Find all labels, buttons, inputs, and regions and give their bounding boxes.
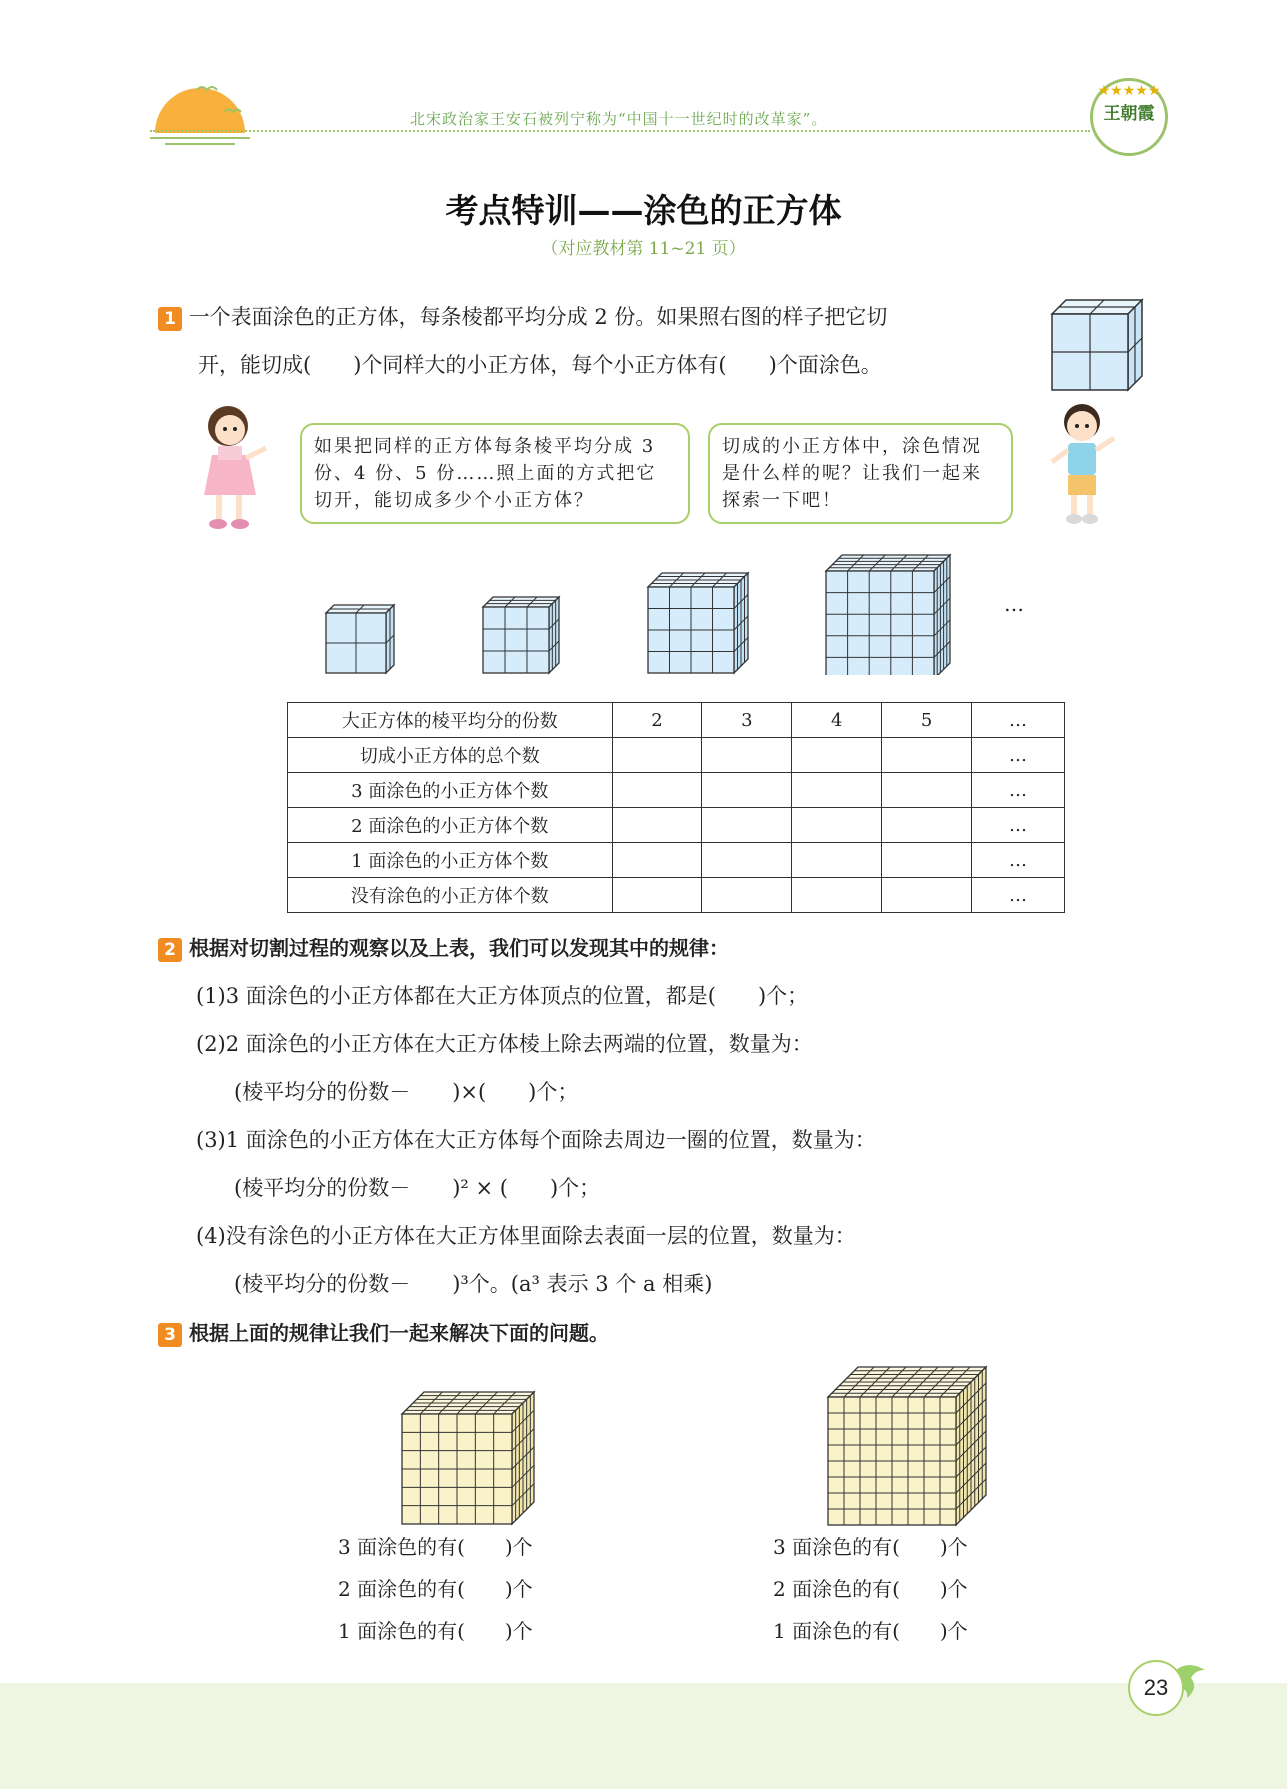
cube-2x2 (1050, 298, 1146, 394)
q2-line: (棱平均分的份数－ )³个。(a³ 表示 3 个 a 相乘) (234, 1272, 713, 1296)
question-1 (158, 302, 1018, 380)
page-subtitle: （对应教材第 11~21 页） (541, 239, 746, 259)
table-ellipsis: … (972, 843, 1065, 878)
q3-right-line: 1 面涂色的有( )个 (773, 1619, 968, 1643)
bird-icon (195, 82, 245, 122)
table-row (288, 808, 1065, 843)
answer-cell[interactable] (882, 843, 972, 878)
header-quote: 北宋政治家王安石被列宁称为“中国十一世纪时的改革家”。 (410, 110, 828, 128)
q1-line-2: 开，能切成( )个同样大的小正方体，每个小正方体有( )个面涂色。 (198, 353, 882, 377)
question-2 (158, 933, 1058, 1299)
answer-cell[interactable] (612, 738, 702, 773)
table-row-label: 3 面涂色的小正方体个数 (288, 773, 613, 808)
cube-sequence-ellipsis: … (1004, 592, 1024, 616)
answer-cell[interactable] (702, 738, 792, 773)
page-number: 23 (1128, 1660, 1184, 1716)
answer-cell[interactable] (792, 878, 882, 913)
answer-cell[interactable] (882, 773, 972, 808)
table-ellipsis: … (972, 738, 1065, 773)
table-row (288, 738, 1065, 773)
q2-title: 根据对切割过程的观察以及上表，我们可以发现其中的规律： (188, 936, 729, 960)
cube-8x8-yellow (826, 1365, 996, 1530)
answer-cell[interactable] (612, 878, 702, 913)
page-title: 考点特训——涂色的正方体 (445, 191, 842, 230)
question-number-2: 2 (158, 938, 182, 962)
speech-bubble-left: 如果把同样的正方体每条棱平均分成 3 份、4 份、5 份……照上面的方式把它切开，能切成多少个小正方体？ (300, 423, 690, 524)
footer-band (0, 1683, 1287, 1789)
answer-cell[interactable] (882, 808, 972, 843)
cube-count-table (287, 702, 1065, 913)
q1-line-1: 一个表面涂色的正方体，每条棱都平均分成 2 份。如果照右图的样子把它切 (188, 305, 888, 329)
answer-cell[interactable] (792, 738, 882, 773)
table-row-label: 2 面涂色的小正方体个数 (288, 808, 613, 843)
girl-illustration (190, 400, 270, 535)
q3-right-answers (773, 1526, 968, 1652)
table-ellipsis: … (972, 773, 1065, 808)
boy-illustration (1040, 398, 1120, 528)
q3-left-line: 1 面涂色的有( )个 (338, 1619, 533, 1643)
table-header-cell: 3 (702, 703, 792, 738)
answer-cell[interactable] (702, 808, 792, 843)
cube-6x6-yellow (400, 1390, 540, 1530)
table-row-label: 没有涂色的小正方体个数 (288, 878, 613, 913)
answer-cell[interactable] (792, 773, 882, 808)
q3-title: 根据上面的规律让我们一起来解决下面的问题。 (188, 1321, 609, 1345)
q3-right-line: 3 面涂色的有( )个 (773, 1535, 968, 1559)
answer-cell[interactable] (702, 878, 792, 913)
table-header-row (288, 703, 1065, 738)
q2-line: (1)3 面涂色的小正方体都在大正方体顶点的位置，都是( )个； (196, 984, 809, 1008)
question-number-3: 3 (158, 1323, 182, 1347)
q3-left-line: 2 面涂色的有( )个 (338, 1577, 533, 1601)
answer-cell[interactable] (612, 843, 702, 878)
q3-right-line: 2 面涂色的有( )个 (773, 1577, 968, 1601)
answer-cell[interactable] (702, 773, 792, 808)
table-row-label: 切成小正方体的总个数 (288, 738, 613, 773)
table-header-cell: … (972, 703, 1065, 738)
question-number-1: 1 (158, 307, 182, 331)
table-row (288, 773, 1065, 808)
table-header-cell: 2 (612, 703, 702, 738)
answer-cell[interactable] (612, 808, 702, 843)
answer-cell[interactable] (612, 773, 702, 808)
answer-cell[interactable] (702, 843, 792, 878)
q3-left-line: 3 面涂色的有( )个 (338, 1535, 533, 1559)
table-ellipsis: … (972, 878, 1065, 913)
table-header-cell: 大正方体的棱平均分的份数 (288, 703, 613, 738)
answer-cell[interactable] (792, 843, 882, 878)
logo-text: 王朝霞 (1103, 104, 1155, 124)
question-3 (158, 1318, 1058, 1348)
answer-cell[interactable] (882, 738, 972, 773)
q2-line: (3)1 面涂色的小正方体在大正方体每个面除去周边一圈的位置，数量为： (196, 1128, 876, 1152)
speech-bubble-right: 切成的小正方体中，涂色情况是什么样的呢？让我们一起来探索一下吧！ (708, 423, 1013, 524)
table-row (288, 878, 1065, 913)
header-divider (150, 130, 1090, 132)
q2-line: (4)没有涂色的小正方体在大正方体里面除去表面一层的位置，数量为： (196, 1224, 856, 1248)
q2-line: (棱平均分的份数－ )² × ( )个； (234, 1176, 601, 1200)
table-ellipsis: … (972, 808, 1065, 843)
cube-sequence (300, 545, 1100, 675)
brand-logo: ★★★★★ 王朝霞 (1090, 78, 1168, 156)
q2-line: (2)2 面涂色的小正方体在大正方体棱上除去两端的位置，数量为： (196, 1032, 813, 1056)
q3-left-answers (338, 1526, 533, 1652)
table-header-cell: 4 (792, 703, 882, 738)
answer-cell[interactable] (792, 808, 882, 843)
table-row (288, 843, 1065, 878)
table-row-label: 1 面涂色的小正方体个数 (288, 843, 613, 878)
table-header-cell: 5 (882, 703, 972, 738)
q2-line: (棱平均分的份数－ )×( )个； (234, 1080, 579, 1104)
answer-cell[interactable] (882, 878, 972, 913)
